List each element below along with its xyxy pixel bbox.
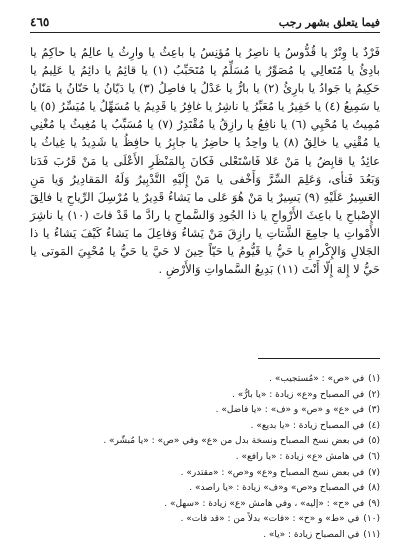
footnote-item (30, 497, 380, 513)
footnote-list (30, 372, 380, 544)
footnote-text: في «ع» و «ص» و «ف» : «يا فاضل» . (215, 405, 365, 416)
footnote-text: في المصباح و«ص» و«ف» زيادة : «يا راصد» . (189, 483, 365, 494)
footnote-text: في المصباح زيادة : «يا» . (263, 529, 360, 540)
footnote-number: (٥) (368, 436, 380, 447)
footnote-number: (٦) (368, 451, 380, 462)
footnote-text: في «ص» : «مُستجيب» . (269, 374, 365, 384)
footnote-number: (١) (368, 374, 380, 384)
footnote-number: (٤) (368, 420, 380, 431)
footnote-item (30, 434, 380, 450)
footnote-number: (٧) (368, 467, 380, 478)
book-page (30, 10, 380, 550)
footnote-number: (٣) (368, 405, 380, 416)
footnote-number: (٨) (368, 483, 380, 494)
footnote-separator (258, 358, 380, 359)
footnote-item (30, 419, 380, 435)
footnote-text: في «ط» و «ح» : «فات» بدلاً من : «قد فات» . (180, 514, 360, 525)
running-title: فيما يتعلق بشهر رجب (278, 16, 380, 29)
footnote-text: في بعض نسخ المصباح و«ع» و«ص» : «مقتدر» . (180, 467, 365, 478)
page-number: ٤٦٥ (30, 15, 50, 29)
prayer-paragraph: فَرْدٌ يا وِتْرٌ يا قُدُّوسُ يا ناصِرُ يا مُؤنِسُ يا باعِثُ يا وارِثُ يا عالِمُ يا حاكِمُ يا بادِئُ يا مُتَعالِي يا مُصَوِّرُ يا مُسَلِّمُ يا مُتَحَبِّبُ (١) يا قائِمُ يا دائِمُ يا عَلِيمُ يا حَكِيمُ يا جَوادُ يا بارِئُ (٢) يا بارُّ يا عَدْلُ يا فاصِلُ (٣) يا دَيّانُ يا حَنّانُ يا مَنّانُ يا سَمِيعُ (٤) يا خَفِيرُ يا مُعَبِّرُ يا ناشِرُ يا غافِرُ يا قَدِيمُ يا مُسَهِّلُ يا مُيَسِّرُ (٥) يا مُمِيتُ يا مُحْيِي (٦) يا نافِعُ يا رازِقُ يا مُقْتَدِرُ (٧) يا مُسَبِّبُ يا مُغِيثُ يا مُغْنِي يا مُقْنِي يا خالِقُ (٨) يا واحِدُ يا حاضِرُ يا جابِرُ يا حافِظُ يا شَدِيدُ يا غِياثُ يا عائِدُ يا قابِضُ يا مَنْ عَلا فَاسْتَعْلى فَكانَ بِالمَنْظَرِ الأَعْلَى يا مَنْ قَرُبَ فَدَنا وَبَعُدَ فَنأى، وَعَلِمَ السِّرَّ وَأَخْفى يا مَنْ إِلَيْهِ التَّدْبِيرُ وَلَهُ المَقادِيرُ وَيا مَنِ العَسِيرُ عَلَيْهِ (٩) يَسِيرٌ يا مَنْ هُوَ عَلى ما يَشاءُ قَدِيرٌ يا مُرْسِلَ الرِّياحِ يا فالِقَ الإِصْباحِ يا باعِثَ الأَرْواحِ يا ذا الجُودِ وَالسَّماحِ يا رادَّ ما قَدْ فاتَ (١٠) يا ناشِرَ الأَمْواتِ يا جامِعَ الشَّتاتِ يا رازِقَ مَنْ يَشاءُ وَفاعِلَ ما يَشاءُ كَيْفَ يَشاءُ يا ذا الجَلالِ وَالإِكْرامِ يا حَيُّ يا قَيُّومُ يا حَيّاً حِينَ لا حَيَّ يا حَيُّ يا مُحْيِيَ المَوتى يا حَيُّ لا إِلهَ إِلّا أَنْتَ (١١) بَدِيعُ السَّماواتِ وَالأَرْضِ . (30, 45, 380, 277)
footnote-number: (١٠) (363, 514, 380, 525)
footnotes (30, 372, 380, 544)
footnote-item (30, 528, 380, 544)
footnote-item (30, 512, 380, 528)
footnote-text: في «ح» : «إليه» ، وفي هامش «ع» زيادة : «سهل» . (164, 498, 365, 509)
footnote-item (30, 466, 380, 482)
footnote-number: (٩) (368, 498, 380, 509)
footnote-number: (١١) (363, 529, 380, 540)
footnote-item (30, 450, 380, 466)
footnote-text: في بعض نسخ المصباح ونسخة بدل من «ع» وفي «ص» : «يا مُبشّر» . (103, 436, 365, 447)
footnote-item (30, 388, 380, 404)
footnote-text: في المصباح زيادة : «يا بديع» . (250, 420, 365, 431)
footnote-text: في المصباح و«ع» زيادة : «يا بارُّ» . (231, 389, 365, 400)
footnote-item (30, 481, 380, 497)
page-header (30, 10, 380, 33)
footnote-text: في هامش «ع» زيادة : «يا رافع» . (235, 451, 365, 462)
footnote-item (30, 403, 380, 419)
footnote-number: (٢) (368, 389, 380, 400)
footnote-item (30, 372, 380, 388)
prayer-text (30, 43, 380, 278)
